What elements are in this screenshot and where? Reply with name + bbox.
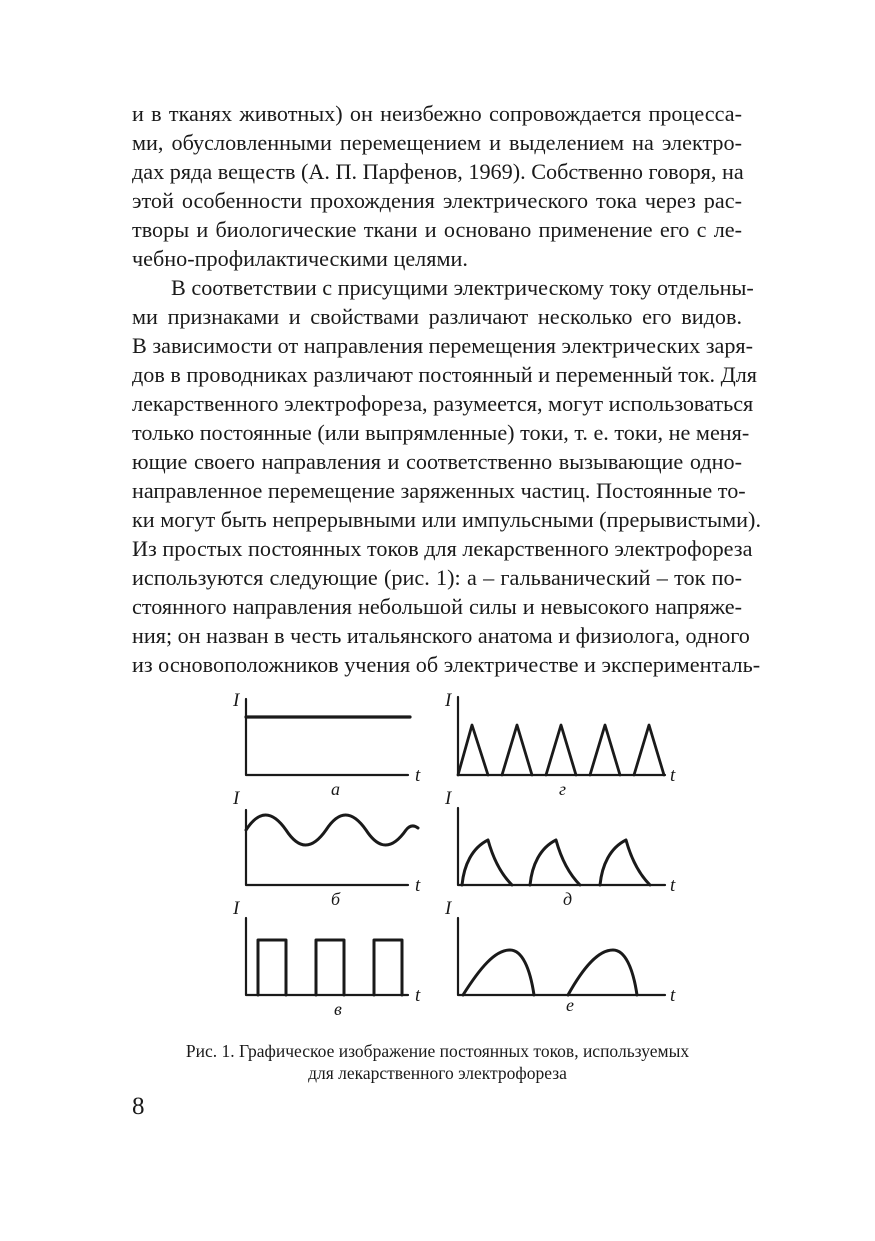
text-line: направленное перемещение заряженных частиц. Постоянные то- — [132, 478, 746, 503]
text-line: и в тканях животных) он неизбежно сопровождается процесса- — [132, 101, 742, 126]
panel-letter: е — [566, 995, 574, 1015]
axis-label-t: t — [415, 985, 421, 1006]
panel-letter: г — [559, 779, 567, 799]
panel-letter: б — [331, 889, 341, 909]
text-line: из основоположников учения об электричестве и эксперименталь- — [132, 652, 761, 677]
axis-label-i: I — [445, 788, 452, 809]
text-line: В зависимости от направления перемещения электрических заря- — [132, 333, 754, 358]
text-line: этой особенности прохождения электрического тока через рас- — [132, 188, 742, 213]
text-line: ющие своего направления и соответственно вызывающие одно- — [132, 449, 742, 474]
page-number: 8 — [132, 1093, 145, 1120]
axis-label-t: t — [415, 875, 421, 896]
text-line: ми признаками и свойствами различают несколько его видов. — [132, 304, 742, 329]
text-line: только постоянные (или выпрямленные) токи, т. е. токи, не меня- — [132, 420, 750, 445]
axis-label-i: I — [445, 898, 452, 919]
axis-label-i: I — [233, 690, 240, 711]
figure-caption-line-2: для лекарственного электрофореза — [308, 1063, 567, 1083]
axis-label-i: I — [233, 788, 240, 809]
text-line: лекарственного электрофореза, разумеется, могут использоваться — [132, 391, 754, 416]
text-line: ки могут быть непрерывными или импульсными (прерывистыми). — [132, 507, 761, 532]
panel-d-exponential — [458, 808, 665, 885]
text-line: используются следующие (рис. 1): а – гальванический – ток по- — [132, 565, 742, 590]
axis-label-i: I — [233, 898, 240, 919]
panel-letter: а — [331, 779, 340, 799]
axis-label-t: t — [670, 765, 676, 786]
figure-caption-line-1: Рис. 1. Графическое изображение постоянных токов, используемых — [185, 1041, 690, 1061]
text-line: дах ряда веществ (А. П. Парфенов, 1969). Собственно говоря, на — [132, 159, 744, 184]
axis-label-t: t — [670, 875, 676, 896]
panel-v-rectangular — [246, 918, 408, 995]
axis-label-t: t — [670, 985, 676, 1006]
panel-letter: в — [334, 999, 342, 1019]
text-line: Из простых постоянных токов для лекарственного электрофореза — [132, 536, 753, 561]
text-line: стоянного направления небольшой силы и невысокого напряже- — [132, 594, 742, 619]
axis-label-i: I — [445, 690, 452, 711]
axis-label-t: t — [415, 765, 421, 786]
panel-e-half-wave — [458, 918, 665, 995]
panel-g-triangular — [458, 697, 665, 775]
text-line: ми, обусловленными перемещением и выделением на электро- — [132, 130, 742, 155]
panel-b-pulsating — [246, 810, 418, 885]
text-line: чебно-профилактическими целями. — [132, 246, 468, 271]
text-line: В соответствии с присущими электрическому току отдельны- — [171, 275, 754, 300]
text-line: дов в проводниках различают постоянный и переменный ток. Для — [132, 362, 757, 387]
panel-a-constant — [246, 699, 410, 775]
text-line: творы и биологические ткани и основано применение его с ле- — [132, 217, 742, 242]
text-line: ния; он назван в честь итальянского анатома и физиолога, одного — [132, 623, 750, 648]
panel-letter: д — [563, 889, 573, 909]
